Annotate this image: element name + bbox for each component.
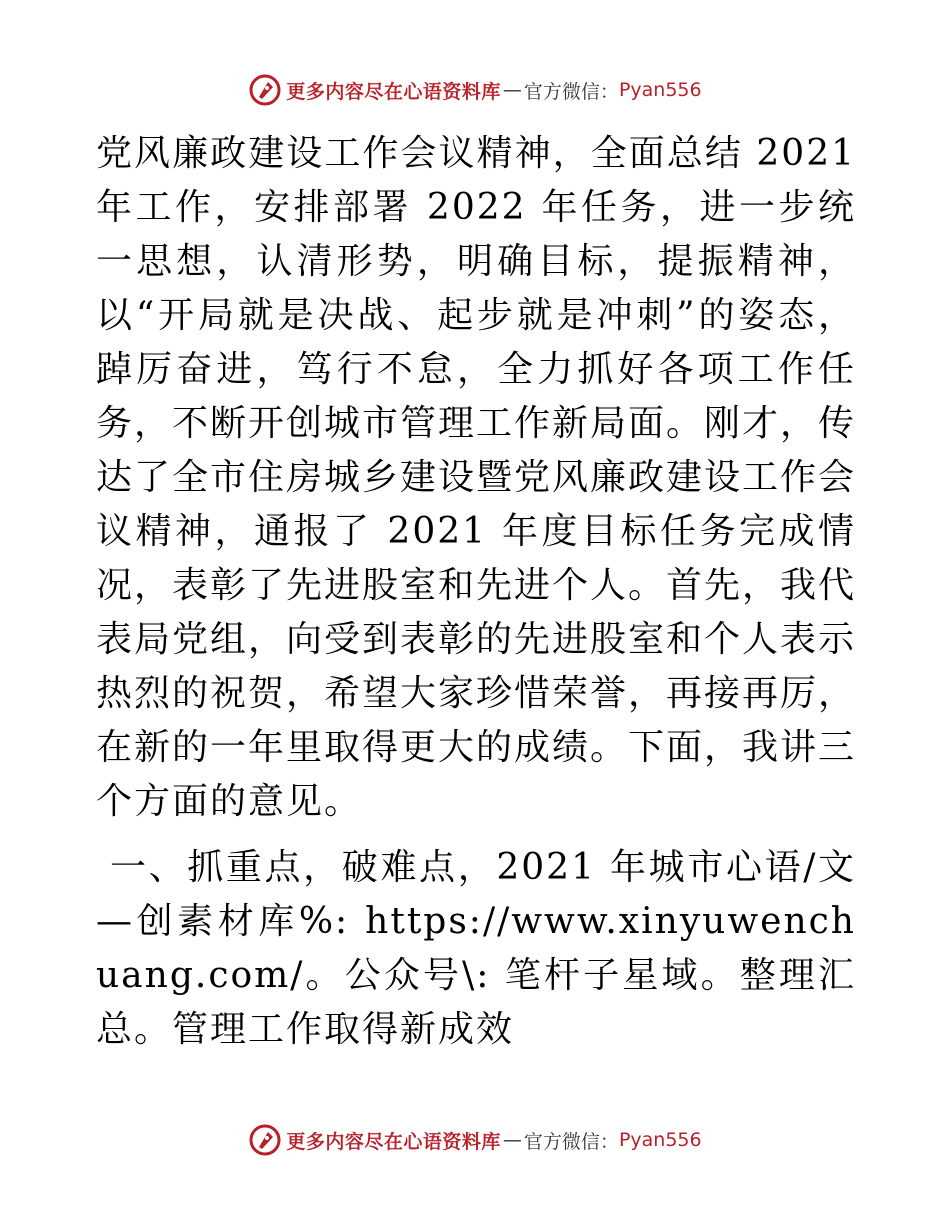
section-heading-paragraph: 一、抓重点，破难点，2021 年城市心语/文—创素材库%: https://www.xinyuwenchuang.com/。公众号\: 笔杆子星域。整理汇总。管理工作取得新成效 bbox=[96, 847, 856, 1050]
body-paragraph: 党风廉政建设工作会议精神，全面总结 2021 年工作，安排部署 2022 年任务，进一步统一思想，认清形势，明确目标，提振精神，以“开局就是决战、起步就是冲刺”的姿态，踔厉奋进，笃行不怠，全力抓好各项工作任务，不断开创城市管理工作新局面。刚才，传达了全市住房城乡建设暨党风廉政建设工作会议精神，通报了 2021 年度目标任务完成情况，表彰了先进股室和先进个人。首先，我代表局党组，向受到表彰的先进股室和个人表示热烈的祝贺，希望大家珍惜荣誉，再接再厉，在新的一年里取得更大的成绩。下面，我讲三个方面的意见。 bbox=[96, 133, 857, 822]
watermark-main-text: 更多内容尽在心语资料库 bbox=[286, 1130, 501, 1153]
footer-watermark bbox=[0, 1120, 950, 1160]
header-watermark bbox=[0, 70, 950, 110]
watermark-wechat-id: Pyan556 bbox=[618, 1129, 702, 1151]
pen-nib-circle-icon bbox=[248, 1123, 282, 1157]
watermark-wechat-id: Pyan556 bbox=[618, 79, 702, 101]
watermark-separator: — bbox=[502, 1129, 522, 1151]
watermark-wechat-label: 官方微信： bbox=[523, 80, 619, 103]
watermark-main-text: 更多内容尽在心语资料库 bbox=[286, 80, 501, 103]
watermark-wechat-label: 官方微信： bbox=[523, 1130, 619, 1153]
document-body bbox=[96, 127, 856, 1057]
watermark-separator: — bbox=[502, 79, 522, 101]
pen-nib-circle-icon bbox=[248, 73, 282, 107]
